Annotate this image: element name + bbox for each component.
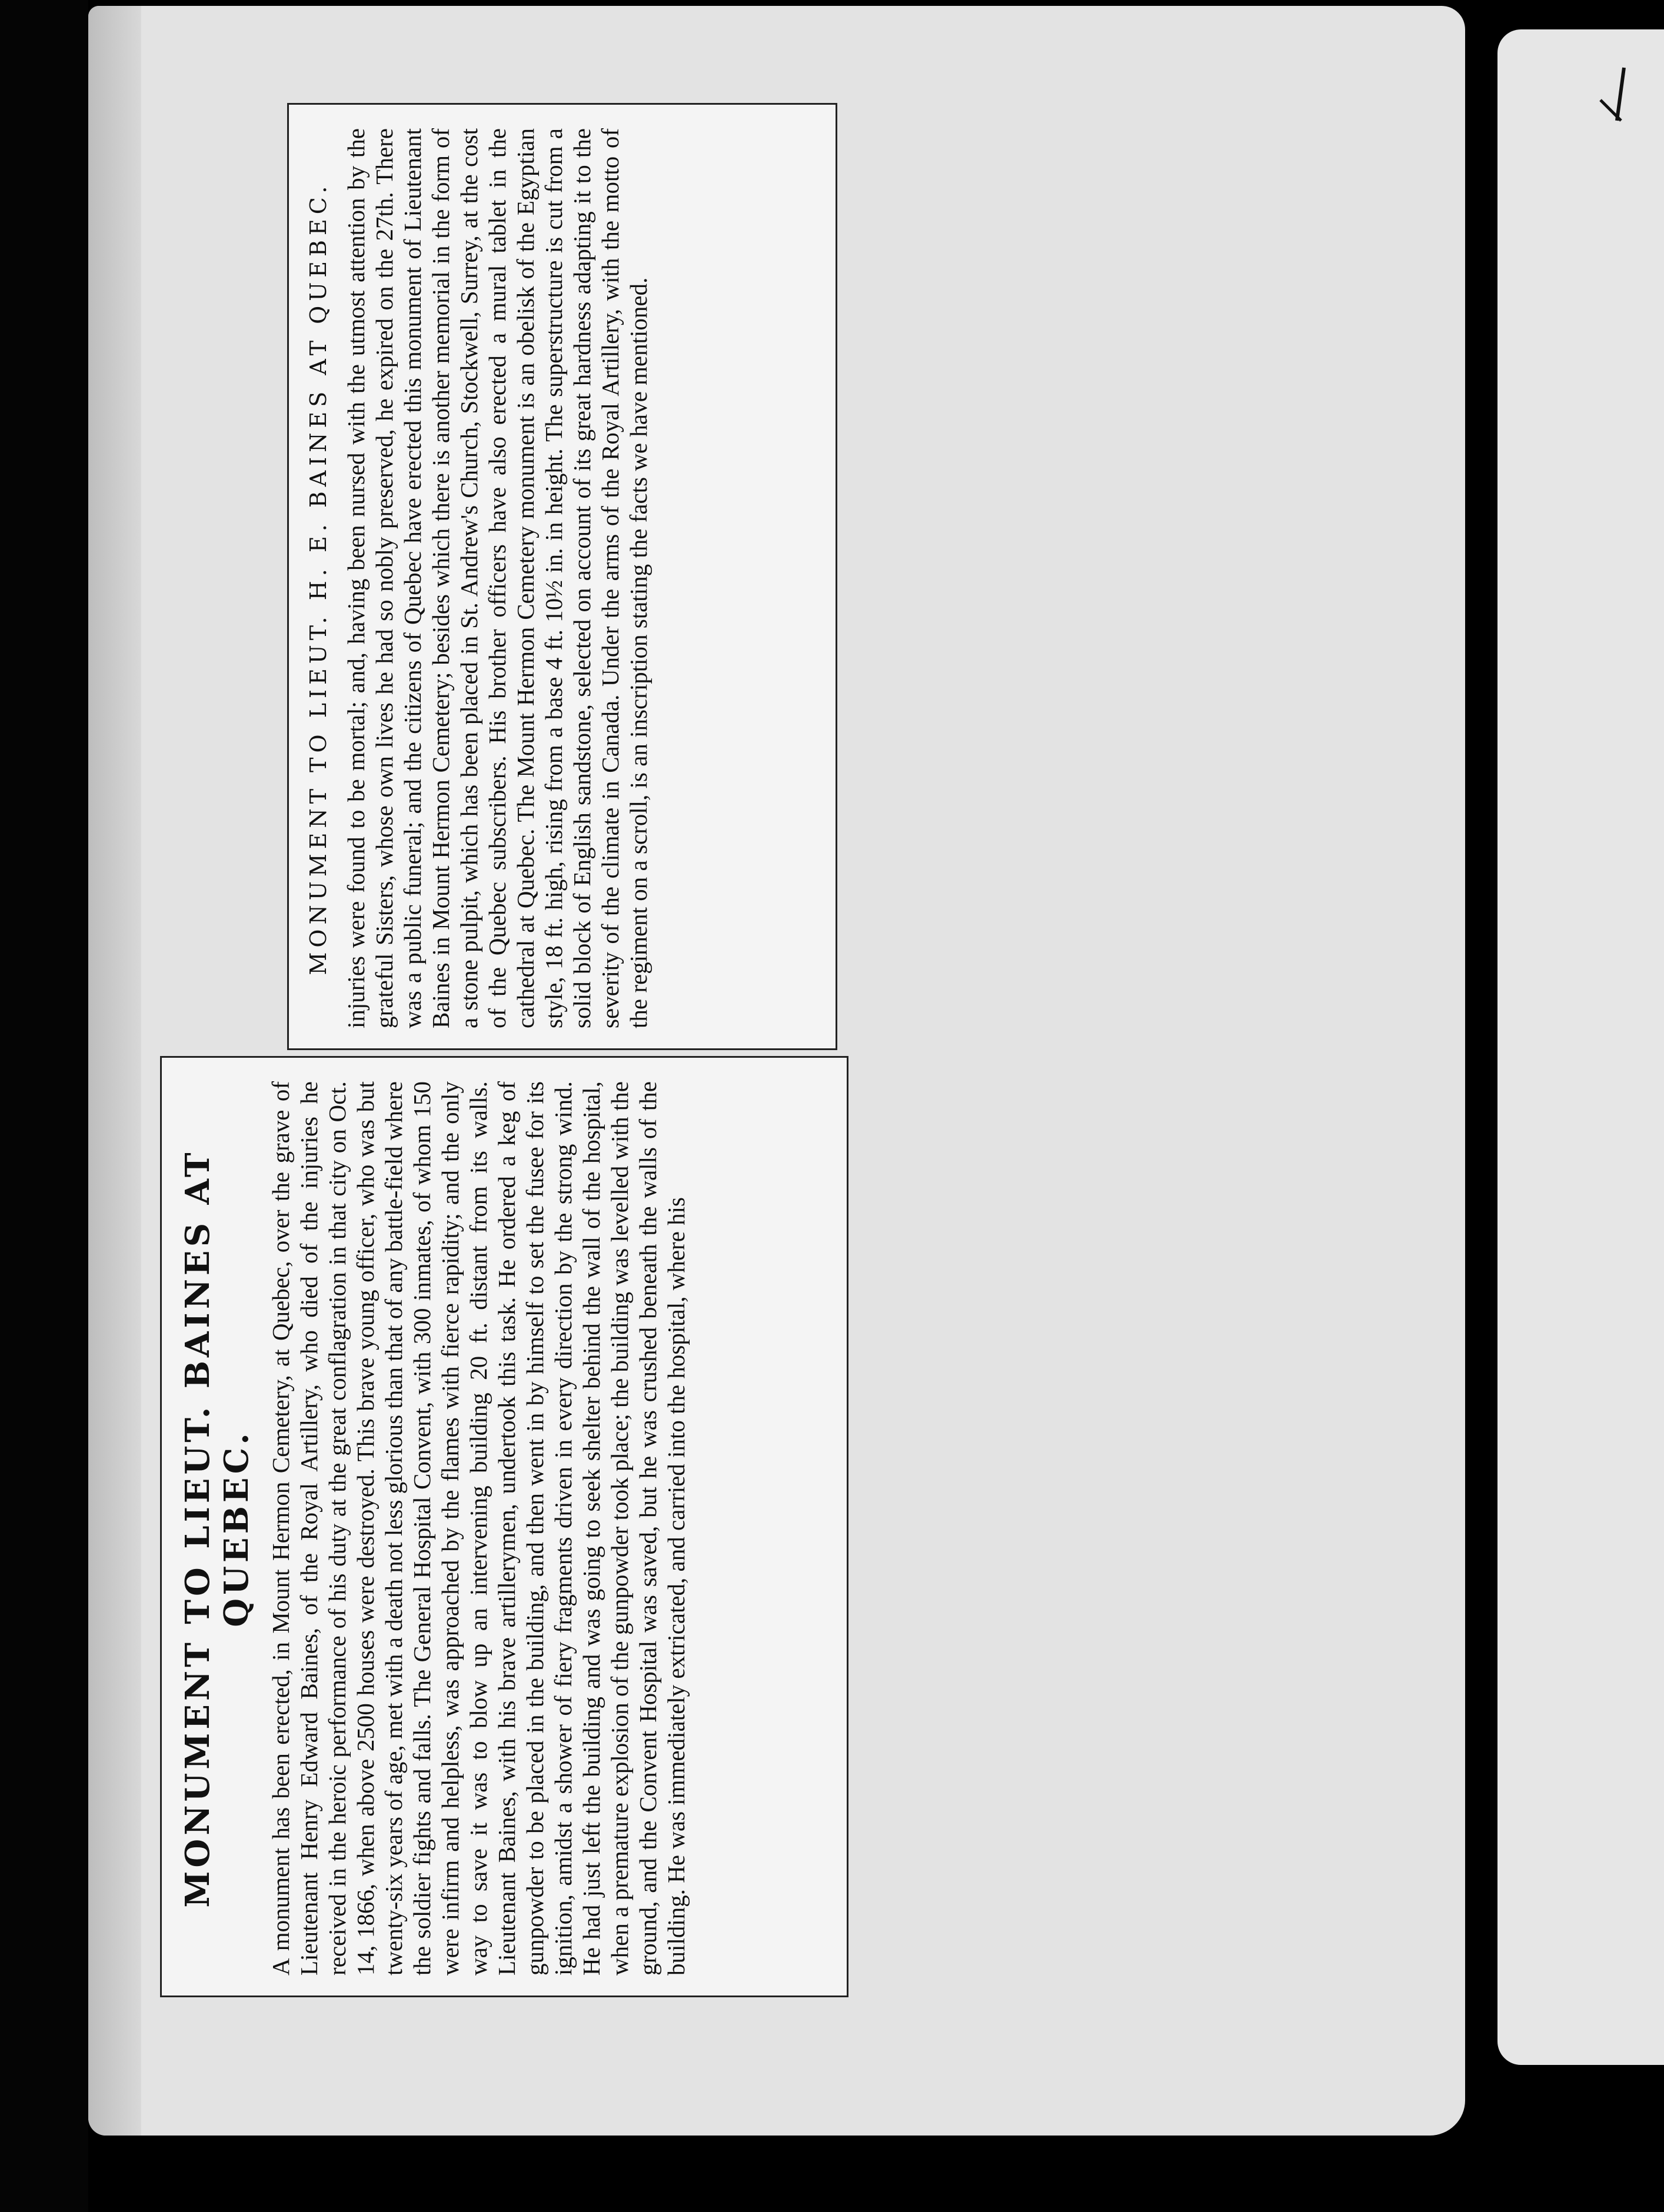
clipping-1-body: A monument has been erected, in Mount Hermon Cemetery, at Quebec, over the grave of Lieutenant Henry Edward Baines, of the Royal Artillery, who died of the injuries he received in the heroic performance of his duty at the great conflagration in that city on Oct. 14, 1866, when above 2500 houses were destroyed. This brave young officer, who was but twenty-six years of age, met with a death not less glorious than that of any battle-field where the soldier fights and falls. The General Hospital Convent, with 300 inmates, of whom 150 were infirm and helpless, was approached by the flames with fierce rapidity; and the only way to save it was to blow up an intervening building 20 ft. distant from its walls. Lieutenant Baines, with his brave artillerymen, undertook this task. He ordered a keg of gunpowder to be placed in the building, and then went in by himself to set the fusee for its ignition, amidst a shower of fiery fragments driven in every direction by the strong wind. He had just left the building and was going to seek shelter behind the wall of the hospital, when a premature explosion of the gunpowder took place; the building was levelled with the ground, and the Convent Hospital was saved, but he was crushed beneath the walls of the building. He was immediately extricated, and carried into the hospital, where his: [267, 1081, 690, 1976]
adjacent-page: [1497, 29, 1664, 2065]
clipping-2-content: [289, 105, 839, 1052]
clipping-2-headline: MONUMENT TO LIEUT. H. E. BAINES AT QUEBEC.: [305, 181, 331, 975]
newspaper-clipping-2: [287, 103, 837, 1050]
scan-border: [0, 0, 88, 2212]
pencil-mark-icon: [1589, 65, 1642, 129]
clipping-1-headline: MONUMENT TO LIEUT. BAINES AT QUEBEC.: [178, 1149, 256, 1908]
page-binding-edge: [88, 6, 141, 2136]
newspaper-clipping-1: [160, 1056, 848, 1997]
clipping-1-content: [162, 1058, 850, 1999]
clipping-2-body: injuries were found to be mortal; and, having been nursed with the utmost attention by the grateful Sisters, whose own lives he had so nobly preserved, he expired on the 27th. There was a public funeral; and the citizens of Quebec have erected this monument of Lieutenant Baines in Mount Hermon Cemetery; besides which there is another memorial in the form of a stone pulpit, which has been placed in St. Andrew's Church, Stockwell, Surrey, at the cost of the Quebec subscribers. His brother officers have also erected a mural tablet in the cathedral at Quebec. The Mount Hermon Cemetery monument is an obelisk of the Egyptian style, 18 ft. high, rising from a base 4 ft. 10½ in. in height. The superstructure is cut from a solid block of English sandstone, selected on account of its great hardness adapting it to the severity of the climate in Canada. Under the arms of the Royal Artillery, with the motto of the regiment on a scroll, is an inscription stating the facts we have mentioned.: [342, 128, 652, 1028]
